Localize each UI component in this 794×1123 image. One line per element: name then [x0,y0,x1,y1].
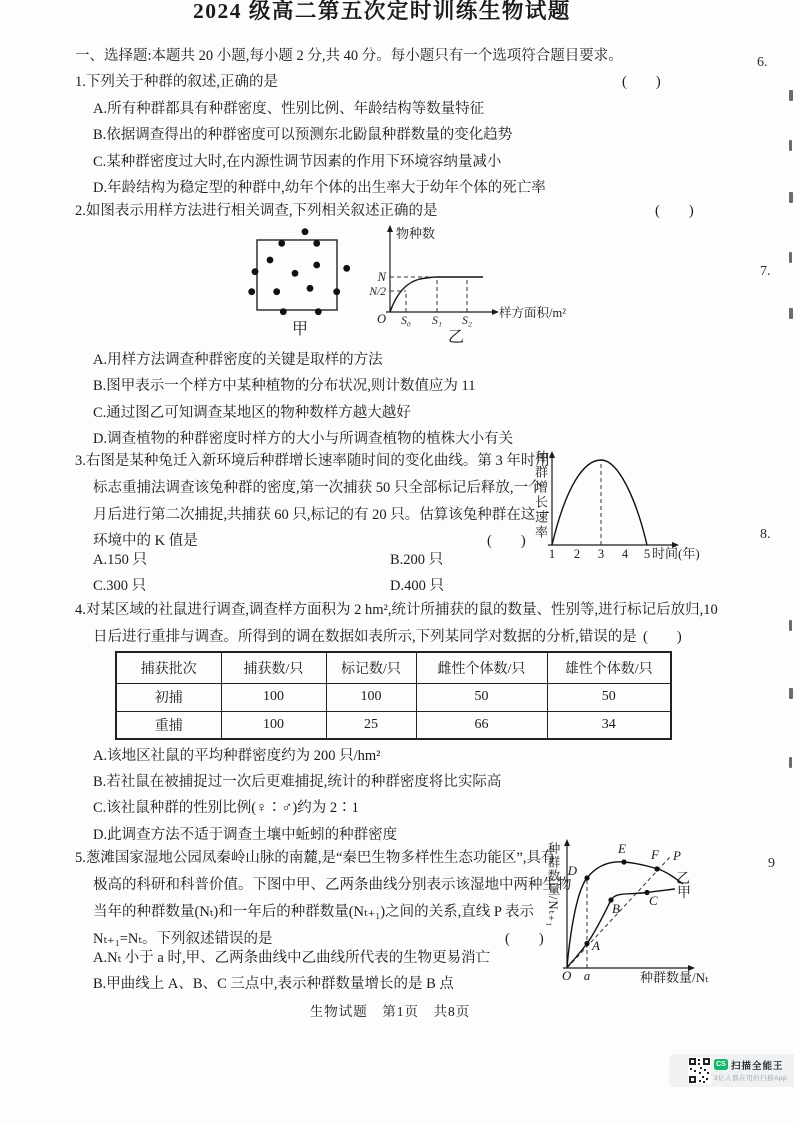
q3-stem-line1: 3.右图是某种兔迁入新环境后种群增长速率随时间的变化曲线。第 3 年时用 [75,453,550,469]
cut-character-fragment [789,688,793,699]
margin-question-8: 8. [760,527,771,542]
q4-capture-data-table [115,651,672,740]
s0-tick: S₀ [401,315,411,327]
q4-answer-bracket: ( ) [643,629,682,645]
q1-stem: 1.下列关于种群的叙述,正确的是 [75,74,278,90]
x-axis-title: 样方面积/m² [499,306,566,320]
q1-answer-bracket: ( ) [622,74,661,90]
cell-initial-captured: 100 [221,683,326,711]
q5-stem-line2: 极高的科研和科普价值。下图中甲、乙两条曲线分别表示该湿地中两种生物 [93,877,572,893]
watermark-tagline: 3亿人都在用的扫描App [714,1075,788,1082]
y-axis-arrow [387,225,393,232]
x-axis-title: 种群数量/Nₜ [640,970,709,985]
point-e-label: E [618,841,626,856]
s1-tick: S₁ [432,315,442,327]
q3-stem-line3: 月后进行第二次捕捉,共捕获 60 只,标记的有 20 只。估算该兔种群在这一 [93,507,550,523]
tick-1: 1 [548,547,556,561]
q3-stem-line4: 环境中的 K 值是 [93,533,198,549]
cell-initial-female: 50 [416,683,547,711]
q2-answer-bracket: ( ) [655,203,694,219]
q3-option-b: B.200 只 [390,552,444,568]
cell-recapture-marked: 25 [326,711,416,739]
q2-option-a: A.用样方法调查种群密度的关键是取样的方法 [93,352,383,368]
q4-stem-line2: 日后进行重排与调查。所得到的调在数据如表所示,下列某同学对数据的分析,错误的是 [93,629,637,645]
point-c-label: C [649,893,658,908]
page-title: 2024 级高二第五次定时训练生物试题 [193,0,571,23]
q1-option-c: C.某种群密度过大时,在内源性调节因素的作用下环境容纳量减小 [93,154,502,170]
q4-option-b: B.若社鼠在被捕捉过一次后更难捕捉,统计的种群密度将比实际高 [93,774,502,790]
point-b-label: B [612,901,620,916]
curve-yi-label: 乙 [676,872,690,887]
curve-jia [567,889,675,967]
q5-option-b: B.甲曲线上 A、B、C 三点中,表示种群数量增长的是 B 点 [93,976,454,992]
q5-stem-line4: Nₜ₊₁=Nₜ。下列叙述错误的是 [93,931,273,947]
curve-yi [567,862,683,967]
tick-3: 3 [597,547,605,561]
q5-option-a: A.Nₜ 小于 a 时,甲、乙两条曲线中乙曲线所代表的生物更易消亡 [93,950,491,966]
point-d-label: D [567,863,577,878]
q3-y-axis-title: 种群增长速率 [533,450,548,540]
x-axis-arrow [492,309,499,315]
q2-option-d: D.调查植物的种群密度时样方的大小与所调查植物的植株大小有关 [93,431,514,447]
q2-stem: 2.如图表示用样方法进行相关调查,下列相关叙述正确的是 [75,203,438,219]
q3-option-a: A.150 只 [93,552,147,568]
plant-dots [248,228,350,315]
origin-label: O [562,968,572,983]
curve-jia-label: 甲 [677,886,691,901]
q5-y-axis-title: 种群数量/Nₜ₊₁ [546,842,560,928]
q1-option-b: B.依据调查得出的种群密度可以预测东北鼢鼠种群数量的变化趋势 [93,127,513,143]
y-axis-arrow [564,839,570,846]
x-axis-title: 时间(年) [652,546,700,561]
margin-question-6: 6. [757,55,768,70]
line-p-label: P [673,848,681,863]
q5-answer-bracket: ( ) [505,931,544,947]
q4-option-a: A.该地区社鼠的平均种群密度约为 200 只/hm² [93,748,381,764]
q4-option-c: C.该社鼠种群的性别比例(♀∶♂)约为 2∶1 [93,800,359,816]
table-row [116,711,671,739]
q3-answer-bracket: ( ) [487,533,526,549]
q5-population-chart [558,836,794,988]
q2-option-c: C.通过图乙可知调查某地区的物种数样方越大越好 [93,405,411,421]
cut-character-fragment [789,90,793,101]
q2-species-area-chart [362,222,566,334]
table-header-row [116,652,671,683]
q1-option-d: D.年龄结构为稳定型的种群中,幼年个体的出生率大于幼年个体的死亡率 [93,180,546,196]
q3-stem-line2: 标志重捕法调查该兔种群的密度,第一次捕获 50 只全部标记后释放,一个 [93,480,543,496]
cut-character-fragment [789,757,792,768]
section-header: 一、选择题:本题共 20 小题,每小题 2 分,共 40 分。每小题只有一个选项符合题目要求。 [75,48,623,64]
header-marked: 标记数/只 [326,652,416,683]
q2-quadrat-figure [243,224,355,328]
q2-graph-label: 乙 [448,329,465,346]
cut-character-fragment [789,308,793,319]
y-axis-arrow [549,451,555,458]
header-female: 雌性个体数/只 [416,652,547,683]
q4-option-d: D.此调查方法不适于调查土壤中蚯蚓的种群密度 [93,827,398,843]
q5-stem-line1: 5.葱滩国家湿地公园凤秦岭山脉的南麓,是“秦巴生物多样性生态功能区”,具有 [75,850,556,866]
q1-option-a: A.所有种群都具有种群密度、性别比例、年龄结构等数量特征 [93,101,485,117]
q3-option-d: D.400 只 [390,578,444,594]
tick-5: 5 [643,547,651,561]
tick-4: 4 [621,547,629,561]
tick-2: 2 [573,547,581,561]
point-f-label: F [651,847,659,862]
page-footer: 生物试题 第1页 共8页 [309,1004,471,1019]
cell-recapture-male: 34 [547,711,671,739]
q2-option-b: B.图甲表示一个样方中某种植物的分布状况,则计数值应为 11 [93,378,476,394]
q3-option-c: C.300 只 [93,578,147,594]
cell-initial-marked: 100 [326,683,416,711]
q3-growth-rate-chart [544,446,759,564]
header-batch: 捕获批次 [116,652,221,683]
margin-question-7: 7. [760,264,771,279]
scanner-watermark-banner [669,1054,794,1087]
point-a-label: A [592,938,600,953]
cut-character-fragment [789,620,792,631]
header-captured: 捕获数/只 [221,652,326,683]
y-axis-title: 物种数 [396,226,436,241]
a-tick-label: a [583,969,591,983]
margin-question-9: 9 [768,856,775,871]
watermark-app-name: 扫描全能王 [731,1061,784,1072]
header-male: 雄性个体数/只 [547,652,671,683]
cut-character-fragment [789,140,792,151]
qr-code [688,1057,711,1084]
n-half-label: N/2 [369,286,386,298]
cut-character-fragment [789,192,793,203]
cell-recapture-batch: 重捕 [116,711,221,739]
growth-rate-curve [552,460,647,545]
q2-box-label: 甲 [292,321,309,338]
cell-recapture-captured: 100 [221,711,326,739]
q4-stem-line1: 4.对某区域的社鼠进行调查,调查样方面积为 2 hm²,统计所捕获的鼠的数量、性别等,进行标记后放归,10 [75,602,718,618]
q5-stem-line3: 当年的种群数量(Nₜ)和一年后的种群数量(Nₜ₊₁)之间的关系,直线 P 表示 [93,904,535,920]
cut-character-fragment [789,252,792,263]
table-row [116,683,671,711]
s2-tick: S₂ [462,315,472,327]
camscanner-logo: CS [714,1059,728,1070]
cell-initial-batch: 初捕 [116,683,221,711]
cell-initial-male: 50 [547,683,671,711]
cell-recapture-female: 66 [416,711,547,739]
n-label: N [377,270,386,284]
origin-label: O [376,312,386,326]
